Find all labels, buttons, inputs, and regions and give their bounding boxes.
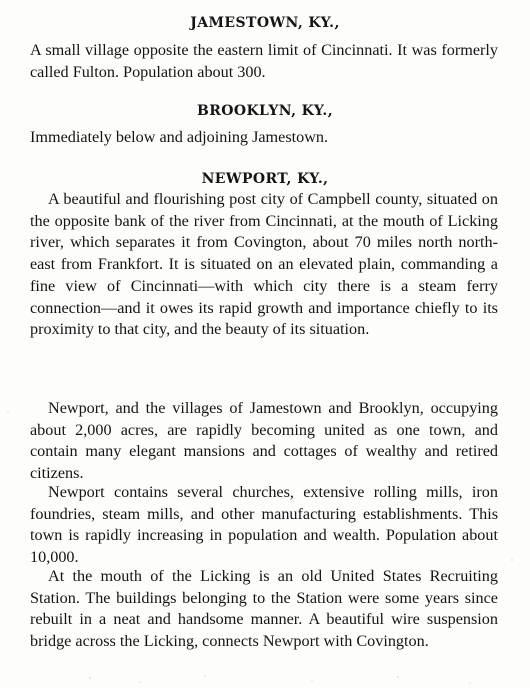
- paragraph-newport-industry: Newport contains several churches, extensive rolling mills, iron foundries, steam mills, and other manufacturing establishments. This town is rapidly increasing in population and wealth. Population about 10,000.: [30, 483, 498, 567]
- paragraph-jamestown: A small village opposite the eastern limit of Cincinnati. It was formerly called Fulton. Population about 300.: [30, 41, 498, 81]
- paragraph-brooklyn: Immediately below and adjoining Jamestown.: [30, 128, 329, 146]
- heading-jamestown: JAMESTOWN, KY.,: [190, 15, 340, 31]
- paragraph-newport-recruiting-station: At the mouth of the Licking is an old United States Recruiting Station. The buildings belonging to the Station were some years since rebuilt in a neat and handsome manner. A beautiful wire suspension bridge across the Licking, connects Newport with Covington.: [30, 567, 498, 651]
- heading-newport: NEWPORT, KY.,: [201, 171, 329, 187]
- heading-brooklyn: BROOKLYN, KY.,: [197, 103, 333, 119]
- paragraph-newport-description: A beautiful and flourishing post city of Campbell county, situated on the opposite bank of the river from Cincinnati, at the mouth of Licking river, which separates it from Covington, about 70 miles north north-east from Frankfort. It is situated on an elevated plain, commanding a fine view of Cincinnati—with which city there is a steam ferry connection—and it owes its rapid growth and importance chiefly to its proximity to that city, and the beauty of its situation.: [30, 190, 498, 339]
- paragraph-newport-villages: Newport, and the villages of Jamestown and Brooklyn, occupying about 2,000 acres, are rapidly becoming united as one town, and contain many elegant mansions and cottages of wealthy and retired citizens.: [30, 399, 498, 483]
